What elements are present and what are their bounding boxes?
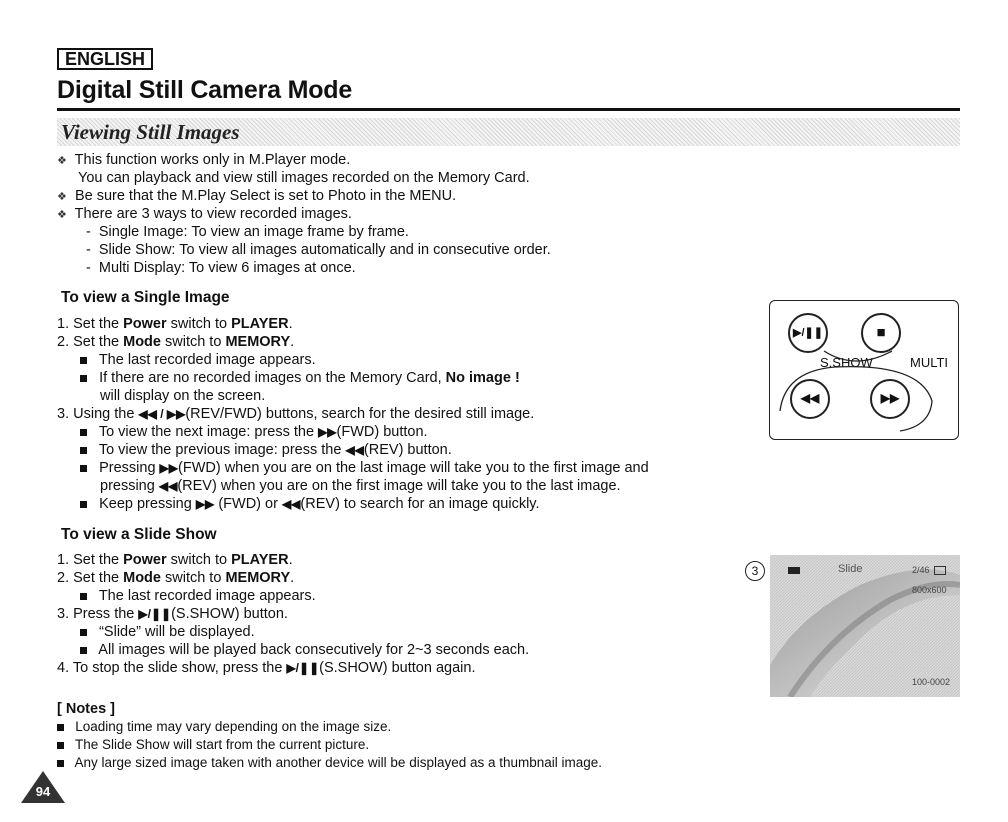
notes-heading: [ Notes ] [57, 701, 115, 717]
language-label: ENGLISH [57, 48, 153, 70]
square-bullet-icon [57, 760, 64, 767]
fwd-icon: ▶▶ [318, 425, 337, 439]
square-bullet-icon [80, 647, 87, 654]
note-3: Any large sized image taken with another device will be displayed as a thumbnail image. [57, 754, 602, 772]
single-image-heading: To view a Single Image [61, 289, 230, 306]
card-icon [934, 566, 946, 575]
title-rule [57, 108, 960, 111]
fwd-icon: ▶▶ [880, 391, 900, 405]
image-size: 800x600 [912, 585, 947, 595]
square-bullet-icon [80, 357, 87, 364]
rev-button [790, 379, 830, 419]
intro-bullet-1: ❖ This function works only in M.Player mode. [57, 152, 351, 168]
arc-decoration [770, 301, 960, 441]
section-banner [57, 118, 960, 146]
intro-dash-1: - Single Image: To view an image frame by frame. [86, 224, 409, 240]
play-pause-icon: ▶/❚❚ [138, 607, 172, 621]
square-bullet-icon [80, 429, 87, 436]
intro-bullet-1-cont: You can playback and view still images recorded on the Memory Card. [78, 170, 530, 186]
note-2: The Slide Show will start from the current picture. [57, 736, 369, 754]
intro-dash-2: - Slide Show: To view all images automatically and in consecutive order. [86, 242, 551, 258]
rev-icon: ◀◀ [158, 479, 178, 493]
rev-fwd-icon: ◀◀ / ▶▶ [138, 407, 186, 421]
single-step-3c-cont: pressing ◀◀(REV) when you are on the first image will take you to the last image. [100, 478, 621, 494]
single-step-1: 1. Set the Power switch to PLAYER. [57, 316, 293, 332]
page-number-badge: 94 [20, 770, 66, 804]
photo-image [770, 555, 960, 697]
slide-show-heading: To view a Slide Show [61, 526, 217, 543]
single-step-3d: Keep pressing ▶▶ (FWD) or ◀◀(REV) to search for an image quickly. [80, 495, 540, 513]
note-1: Loading time may vary depending on the image size. [57, 718, 391, 736]
intro-dash-3: - Multi Display: To view 6 images at once. [86, 260, 356, 276]
single-step-3c: Pressing ▶▶(FWD) when you are on the last image will take you to the first image and [80, 459, 649, 477]
fwd-icon: ▶▶ [195, 497, 215, 511]
page-title: Digital Still Camera Mode [57, 76, 353, 104]
fwd-icon: ▶▶ [159, 461, 179, 475]
play-pause-icon: ▶/❚❚ [793, 327, 823, 339]
multi-label: MULTI [910, 355, 949, 370]
intro-bullet-3: ❖ There are 3 ways to view recorded images. [57, 206, 352, 222]
slide-step-3b: All images will be played back consecutively for 2~3 seconds each. [80, 641, 529, 659]
stop-icon: ■ [876, 324, 886, 341]
single-step-2b: If there are no recorded images on the Memory Card, No image ! [80, 369, 520, 387]
square-bullet-icon [57, 742, 64, 749]
image-counter: 2/46 [912, 565, 930, 575]
slide-show-screen [770, 555, 960, 697]
camera-mode-icon [788, 567, 800, 574]
section-title: Viewing Still Images [61, 120, 240, 144]
square-bullet-icon [80, 447, 87, 454]
sshow-label: S.SHOW [820, 355, 873, 370]
rev-icon: ◀◀ [345, 443, 364, 457]
slide-step-4: 4. To stop the slide show, press the ▶/❚❚(S.SHOW) button again. [57, 660, 476, 676]
slide-step-3a: “Slide” will be displayed. [80, 623, 255, 641]
diamond-bullet-icon: ❖ [57, 209, 67, 221]
single-step-2: 2. Set the Mode switch to MEMORY. [57, 334, 295, 350]
square-bullet-icon [80, 501, 87, 508]
file-number: 100-0002 [912, 677, 951, 687]
square-bullet-icon [80, 593, 87, 600]
rev-icon: ◀◀ [800, 391, 820, 405]
intro-bullet-2: ❖ Be sure that the M.Play Select is set to Photo in the MENU. [57, 188, 457, 204]
single-step-3: 3. Using the ◀◀ / ▶▶(REV/FWD) buttons, search for the desired still image. [57, 406, 535, 422]
step-number-badge: 3 [745, 561, 765, 581]
square-bullet-icon [57, 724, 64, 731]
single-step-2a: The last recorded image appears. [80, 351, 316, 369]
slide-step-2: 2. Set the Mode switch to MEMORY. [57, 570, 295, 586]
single-step-2b-cont: will display on the screen. [100, 388, 266, 404]
diamond-bullet-icon: ❖ [57, 155, 67, 167]
square-bullet-icon [80, 465, 87, 472]
slide-label: Slide [838, 563, 863, 575]
slide-step-3: 3. Press the ▶/❚❚(S.SHOW) button. [57, 606, 288, 622]
diamond-bullet-icon: ❖ [57, 191, 67, 203]
single-step-3b: To view the previous image: press the ◀◀(REV) button. [80, 441, 452, 459]
square-bullet-icon [80, 629, 87, 636]
single-step-3a: To view the next image: press the ▶▶(FWD) button. [80, 423, 428, 441]
button-panel-illustration [769, 300, 959, 440]
play-pause-icon: ▶/❚❚ [286, 661, 320, 675]
fwd-button [870, 379, 910, 419]
slide-step-2a: The last recorded image appears. [80, 587, 316, 605]
rev-icon: ◀◀ [281, 497, 301, 511]
square-bullet-icon [80, 375, 87, 382]
slide-step-1: 1. Set the Power switch to PLAYER. [57, 552, 293, 568]
